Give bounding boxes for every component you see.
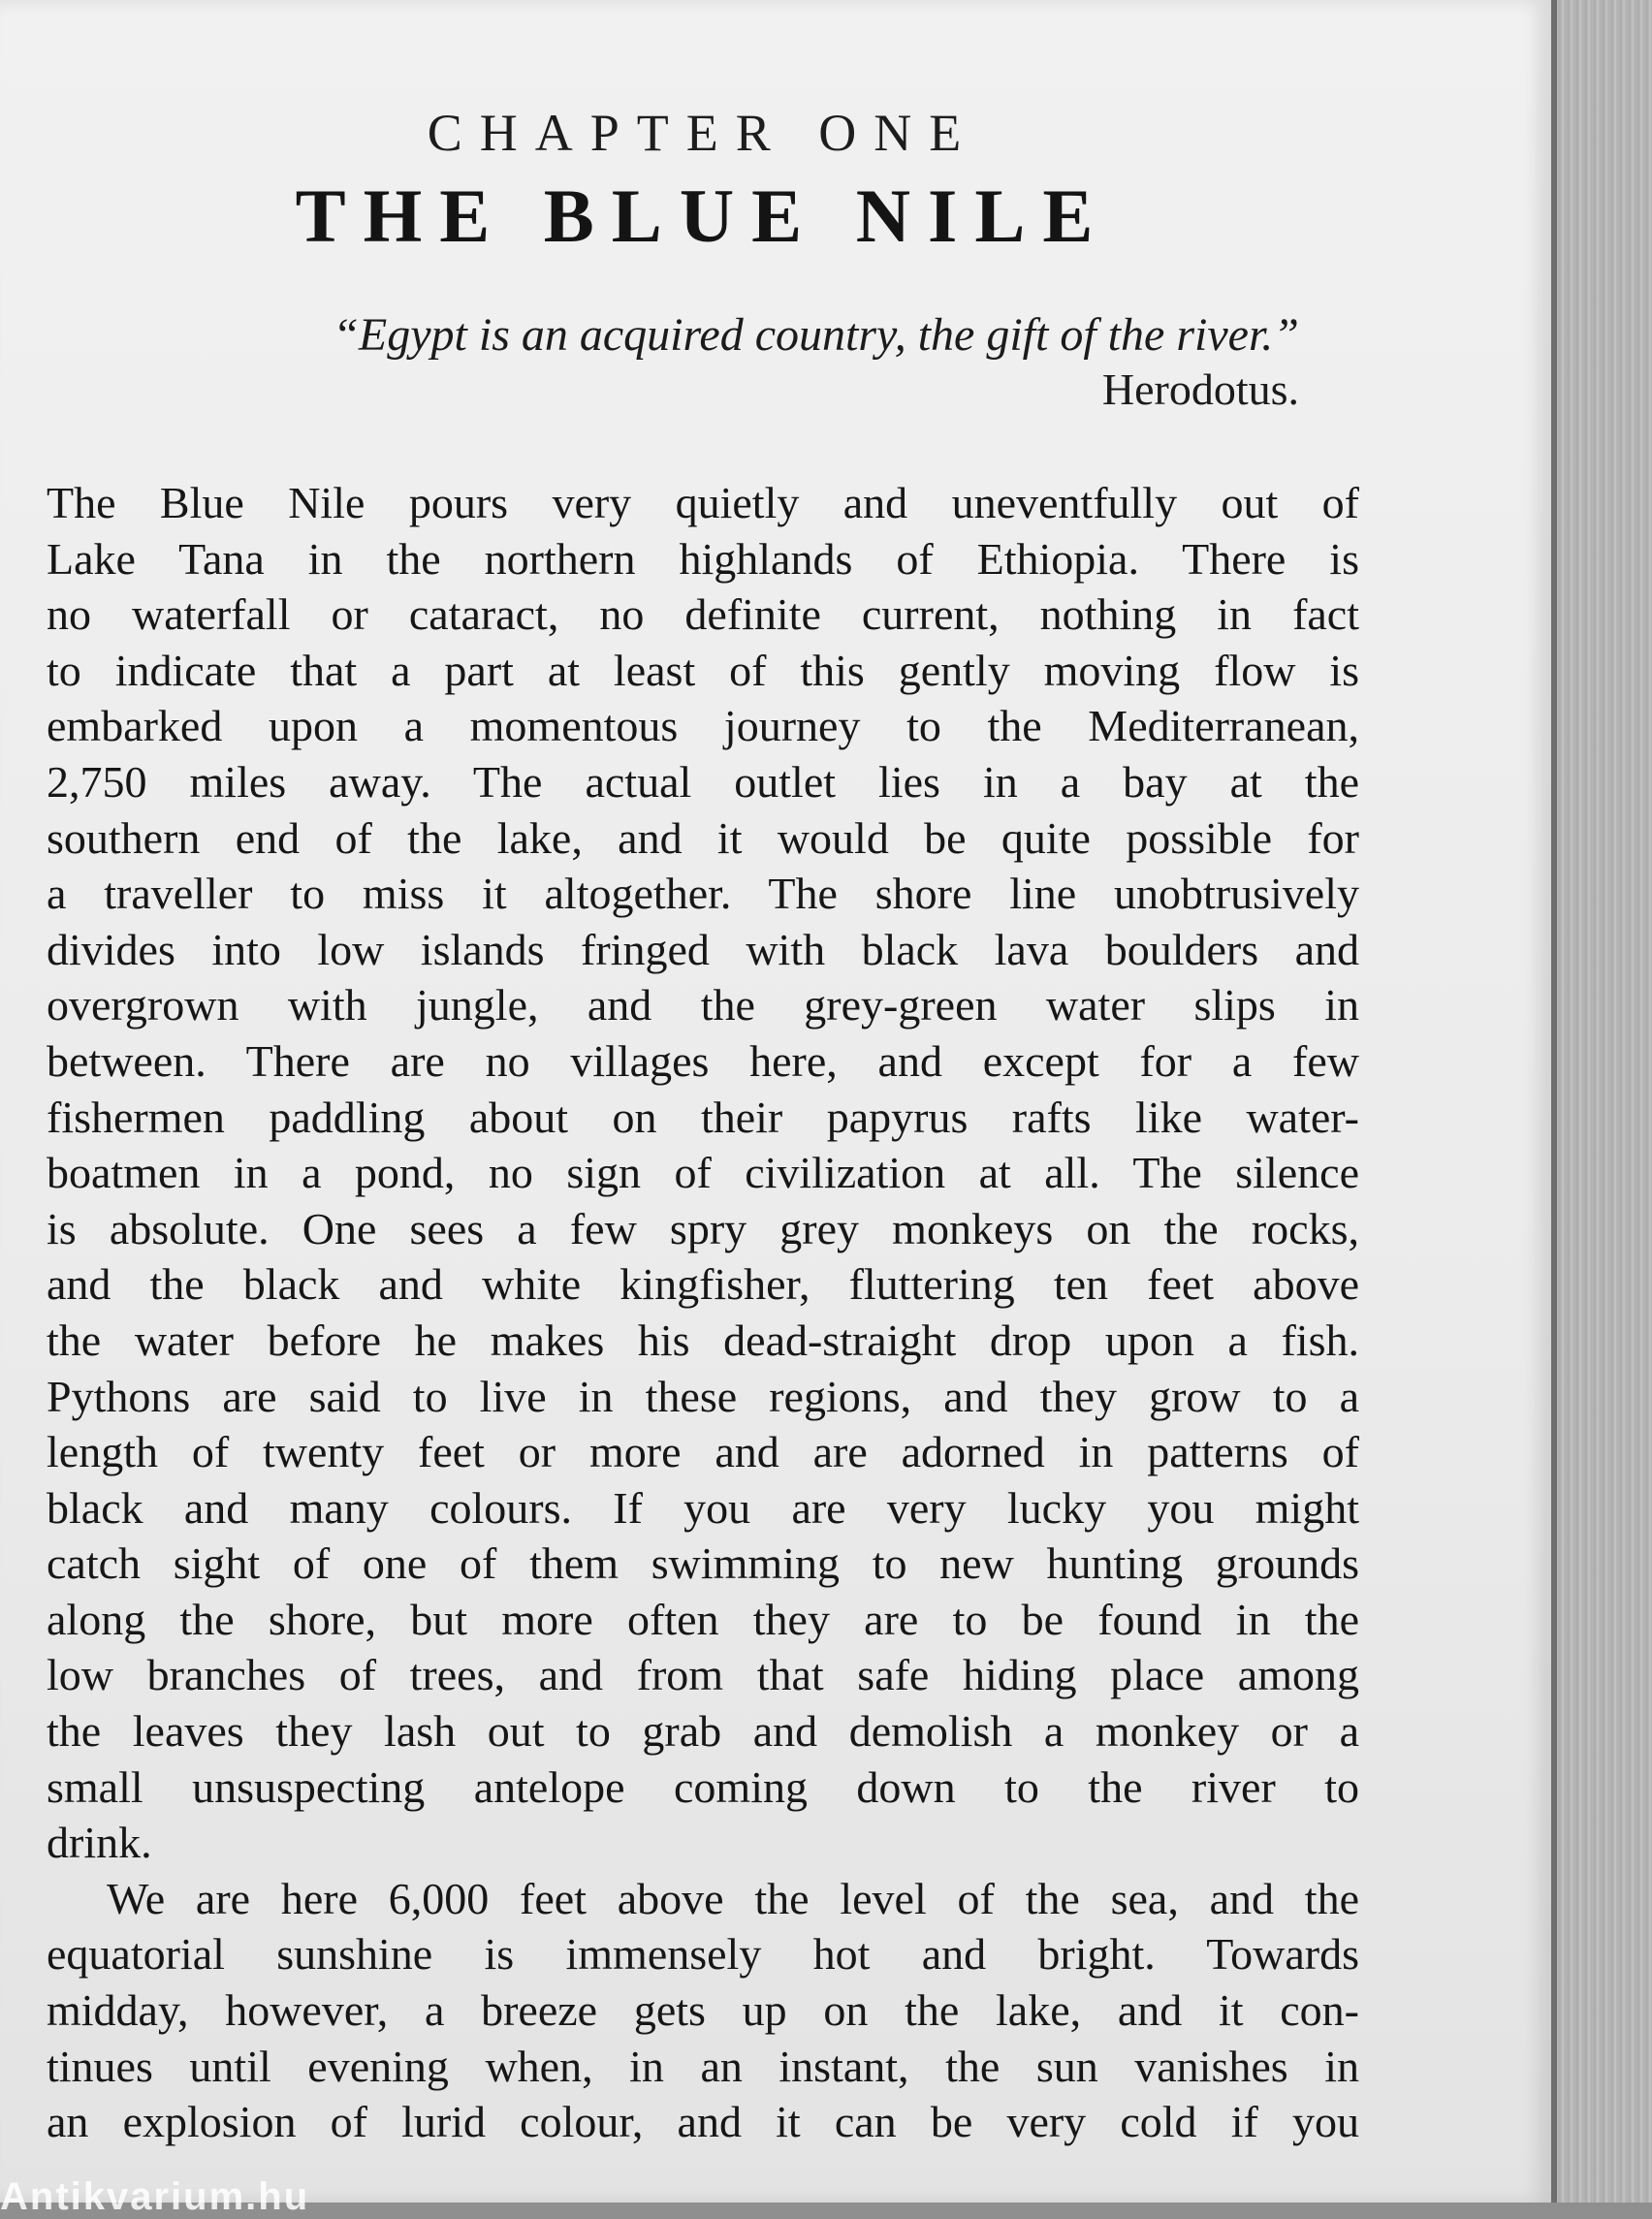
text-line: overgrown with jungle, and the grey-green water slips in bbox=[47, 980, 1359, 1030]
text-line: midday, however, a breeze gets up on the lake, and it con- bbox=[47, 1985, 1359, 2036]
epigraph-quote: “Egypt is an acquired country, the gift of the river.” bbox=[333, 309, 1299, 361]
text-line: no waterfall or cataract, no definite current, nothing in fact bbox=[47, 589, 1359, 640]
text-line: The Blue Nile pours very quietly and uneventfully out of bbox=[47, 478, 1359, 527]
text-line: small unsuspecting antelope coming down to the river to bbox=[47, 1761, 1359, 1812]
text-line: 2,750 miles away. The actual outlet lies in a bay at the bbox=[47, 756, 1359, 807]
text-line: the water before he makes his dead-straight drop upon a fish. bbox=[47, 1315, 1359, 1365]
text-line: boatmen in a pond, no sign of civilization at all. The silence bbox=[47, 1148, 1359, 1198]
text-line: We are here 6,000 feet above the level of the sea, and the bbox=[107, 1873, 1359, 1923]
epigraph-author: Herodotus. bbox=[1101, 365, 1299, 414]
text-line: low branches of trees, and from that safe hiding place among bbox=[47, 1650, 1359, 1700]
text-line: to indicate that a part at least of this gently moving flow is bbox=[47, 645, 1359, 695]
chapter-label: CHAPTER ONE bbox=[427, 104, 979, 162]
text-line: an explosion of lurid colour, and it can be very cold if you bbox=[47, 2097, 1359, 2147]
text-line: equatorial sunshine is immensely hot and bright. Towards bbox=[47, 1929, 1359, 1980]
text-line: divides into low islands fringed with black lava boulders and bbox=[47, 924, 1359, 974]
body-text bbox=[47, 475, 1359, 2150]
text-line: between. There are no villages here, and except for a few bbox=[47, 1035, 1359, 1086]
text-line: tinues until evening when, in an instant, the sun vanishes in bbox=[47, 2041, 1359, 2091]
book-edge bbox=[1557, 0, 1652, 2203]
text-line: along the shore, but more often they are to be found in the bbox=[47, 1594, 1359, 1644]
text-line: catch sight of one of them swimming to new hunting grounds bbox=[47, 1538, 1359, 1589]
text-line: and the black and white kingfisher, fluttering ten feet above bbox=[47, 1259, 1359, 1310]
text-line: length of twenty feet or more and are adorned in patterns of bbox=[47, 1427, 1359, 1477]
watermark: Antikvarium.hu bbox=[0, 2175, 310, 2218]
chapter-title: THE BLUE NILE bbox=[295, 174, 1111, 258]
text-line: is absolute. One sees a few spry grey monkeys on the rocks, bbox=[47, 1203, 1359, 1253]
text-line: Lake Tana in the northern highlands of Ethiopia. There is bbox=[47, 533, 1359, 584]
text-line: fishermen paddling about on their papyrus rafts like water- bbox=[47, 1092, 1359, 1142]
text-line: the leaves they lash out to grab and demolish a monkey or a bbox=[47, 1706, 1359, 1757]
text-line: Pythons are said to live in these regions, and they grow to a bbox=[47, 1371, 1359, 1421]
text-line: drink. bbox=[47, 1818, 152, 1868]
text-line: black and many colours. If you are very lucky you might bbox=[47, 1482, 1359, 1533]
text-line: embarked upon a momentous journey to the Mediterranean, bbox=[47, 701, 1359, 751]
text-line: a traveller to miss it altogether. The shore line unobtrusively bbox=[47, 869, 1359, 919]
text-line: southern end of the lake, and it would be quite possible for bbox=[47, 812, 1359, 863]
